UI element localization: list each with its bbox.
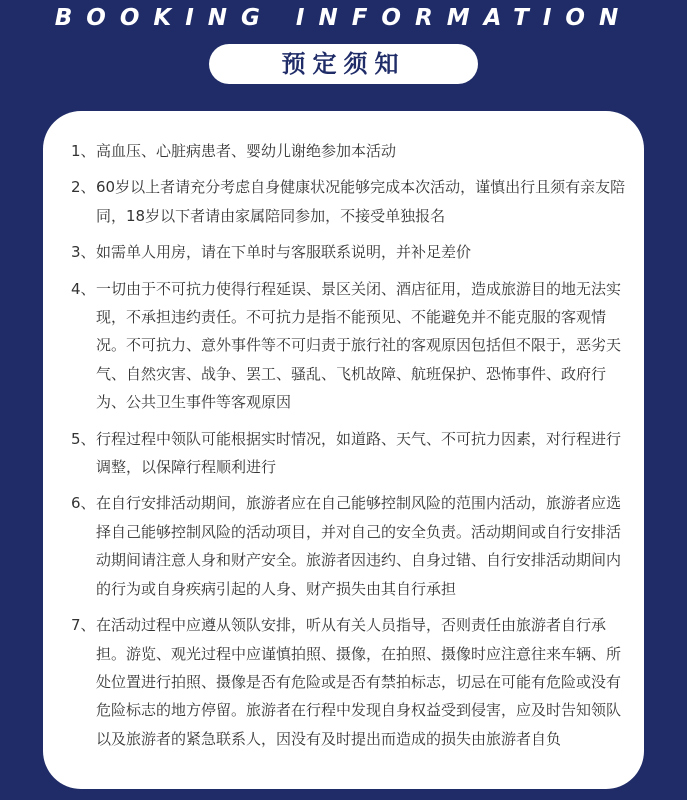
rule-text: 在活动过程中应遵从领队安排，听从有关人员指导，否则责任由旅游者自行承担。游览、观光过程中应谨慎拍照、摄像，在拍照、摄像时应注意往来车辆、所处位置进行拍照、摄像是否有危险或是否有禁拍标志，切忌在可能有危险或没有危险标志的地方停留。旅游者在行程中发现自身权益受到侵害，应及时告知领队以及旅游者的紧急联系人，因没有及时提出而造成的损失由旅游者自负 [96, 616, 622, 748]
rule-text: 在自行安排活动期间，旅游者应在自己能够控制风险的范围内活动，旅游者应选择自己能够控制风险的活动项目，并对自己的安全负责。活动期间或自行安排活动期间请注意人身和财产安全。旅游者因违约、自身过错、自行安排活动期间内的行为或自身疾病引起的人身、财产损失由其自行承担 [96, 494, 622, 598]
rules-list [71, 137, 627, 761]
rule-number: 2、 [71, 178, 96, 197]
rule-item-4 [71, 275, 627, 417]
rule-number: 7、 [71, 616, 96, 635]
rule-text: 高血压、心脏病患者、婴幼儿谢绝参加本活动 [96, 142, 397, 160]
title-banner [209, 44, 478, 84]
english-title: BOOKING INFORMATION [54, 5, 633, 31]
rule-number: 1、 [71, 142, 96, 160]
rule-item-3 [71, 238, 627, 266]
rule-item-7 [71, 611, 627, 753]
rule-text: 一切由于不可抗力使得行程延误、景区关闭、酒店征用，造成旅游目的地无法实现，不承担违约责任。不可抗力是指不能预见、不能避免并不能克服的客观情况。不可抗力、意外事件等不可归责于旅行社的客观原因包括但不限于，恶劣天气、自然灾害、战争、罢工、骚乱、飞机故障、航班保护、恐怖事件、政府行为、公共卫生事件等客观原因 [96, 279, 622, 412]
rule-text: 60岁以上者请充分考虑自身健康状况能够完成本次活动，谨慎出行且须有亲友陪同，18岁以下者请由家属陪同参加，不接受单独报名 [96, 178, 626, 225]
rule-item-1 [71, 137, 627, 165]
rule-number: 3、 [71, 243, 96, 262]
rule-text: 行程过程中领队可能根据实时情况，如道路、天气、不可抗力因素，对行程进行调整，以保障行程顺利进行 [96, 429, 622, 477]
rule-item-5 [71, 425, 627, 482]
rule-number: 5、 [71, 429, 96, 448]
rule-number: 4、 [71, 279, 96, 298]
rule-item-6 [71, 489, 627, 603]
rules-card [43, 111, 644, 789]
rule-text: 如需单人用房，请在下单时与客服联系说明，并补足差价 [96, 243, 472, 262]
rule-item-2 [71, 173, 627, 230]
rule-number: 6、 [71, 494, 96, 513]
page-title: 预定须知 [281, 50, 406, 78]
